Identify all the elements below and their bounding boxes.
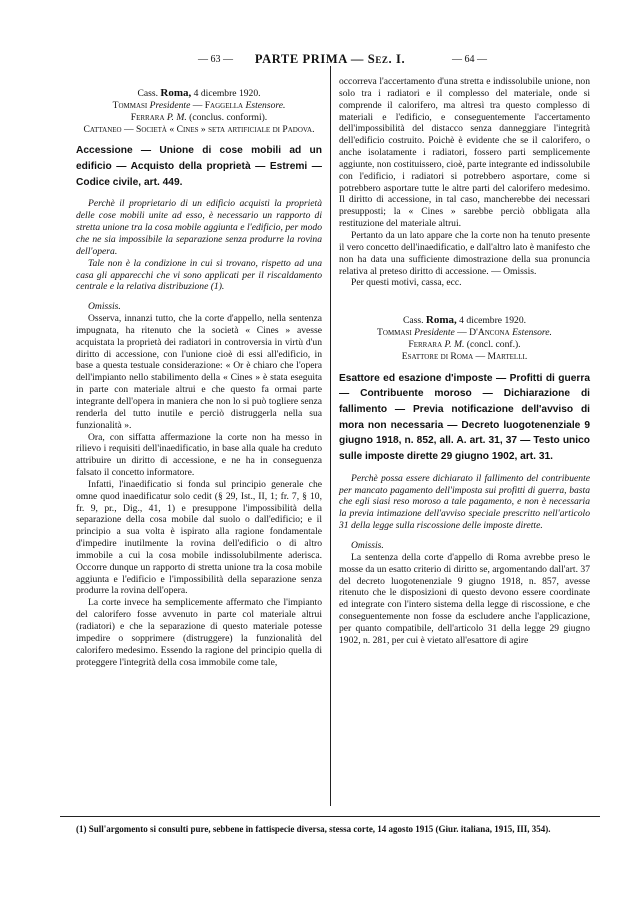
case-1-paragraph: Infatti, l'inaedificatio si fonda sul principio generale che omne quod inaedificatur solo cedit (§ 29, Ist., II, 1; fr. 7, § 10, fr. 9, pr., Dig., 41, 1) e presuppone l'impossibilità della separazione della cosa mobile dal suolo o dall'edificio; e il principio a sua volta è ispirato alla ragione fondamentale d'impedire inutilmente la rovina dell'edificio o di altro immobile a cui la cosa mobile indissolubilmente aderisca. Occorre dunque un rapporto di stretta unione tra la cosa mobile aggiunta e l'edificio e l'impossibilità della separazione senza produrre la rovina dell'opera. [76,478,322,597]
case-1-paragraph-continued: occorreva l'accertamento d'una stretta e indissolubile unione, non solo tra i radiatori e il complesso del materiale, onde si comprende il calorifero, ma altresì tra questo complesso di materiali e l'edificio, e conseguentemente l'accertamento dell'impossibilità del distacco senza danneggiare l'integrità dell'edificio costruito. Poichè è evidente che se il calorifero, o anche isolatamente i radiatori, fossero parti semplicemente aggiunte, non costituissero, cioè, parte integrante ed indissolubile con l'edificio, i radiatori si potrebbero asportare, come si potrebbero asportare tutte le altre parti del calorifero medesimo. Il diritto di accessione, in tal caso, mancherebbe dei necessari presupposti; la « Cines » sarebbe perciò obbligata alla restituzione del materiale altrui. [339,76,590,230]
case-2-court: Cass. [402,315,424,327]
case-1-subject: Accessione — Unione di cose mobili ad un edificio — Acquisto della proprietà — Estremi — Codice civile, art. 449. [76,145,322,188]
case-1-pm-role: P. M. [166,111,187,123]
case-1-president-name: Tommasi [112,99,148,111]
page-number-left: — 63 — [198,54,233,65]
section-title [60,52,600,67]
case-1-court: Cass. [137,88,158,99]
case-1-pm-name: Ferrara [130,111,165,123]
case-2-pm-conclusions: (concl. conf.). [466,338,521,350]
case-2-judges: Tommasi Presidente — D'Ancona Estensore. [377,327,552,339]
case-1-paragraph: Ora, con siffatta affermazione la corte non ha messo in rilievo i requisiti dell'inaedificatio, in base alla quale ha creduto attribuire un diritto di accessione, e ne ha in conseguenza falsato il concetto informatore. [76,431,322,479]
case-2-parties: Esattore di Roma — Martelli. [401,350,528,362]
case-1-paragraph-continued: Per questi motivi, cassa, ecc. [351,277,462,289]
case-1-judges [76,100,322,112]
case-1-pm-conclusions: (conclus. conformi). [189,111,268,123]
case-1-court-date [76,88,322,100]
case-2-subject: Esattore ed esazione d'imposte — Profitti di guerra — Contribuente moroso — Dichiarazione di fallimento — Previa notificazione dell'avviso di mora non necessaria — Decreto luogotenenziale 9 giugno 1918, n. 852, all. A. art. 31, 37 — Testo unico sulle imposte dirette 29 giugno 1902, art. 31. [339,372,590,463]
case-2-paragraph: La sentenza della corte d'appello di Roma avrebbe preso le mosse da un esatto criterio di diritto se, argomentando dall'art. 37 del decreto luogotenenziale 9 giugno 1918, n. 857, avesse ritenuto che le disposizioni di questo devono essere coordinate ed integrate con l'intero sistema della legge di riscossione, e che conseguentemente non fosse da escludere anche l'applicazione, per quanto compatibile, dell'articolo 31 della legge 29 giugno 1902, n. 281, per cui è vietato all'esattore di agire [339,551,590,646]
case-1-header [76,88,322,135]
column-divider [330,66,331,806]
case-1-body-continued [339,76,590,289]
case-2-omissis: Omissis. [351,540,384,551]
case-2-massima: Perchè possa essere dichiarato il fallimento del contribuente per mancato pagamento dell'imposta sui profitti di guerra, basta che egli siasi reso moroso a tale pagamento, e non è necessaria la previa intimazione dell'avviso speciale prescritto nell'articolo 31 della legge sulla riscossione delle imposte dirette. [339,472,590,532]
case-2-rapporteur-role: Estensore. [512,327,552,339]
case-1-massima-2: Tale non è la condizione in cui si trovano, rispetto ad una casa gli apparecchi che vi sono applicati per il riscaldamento centrale e la relativa distribuzione (1). [76,257,322,293]
case-1-president-role: Presidente [149,99,191,111]
case-2-court-date [339,315,590,327]
footnote-rule [60,816,600,817]
case-1-parties: Cattaneo — Società « Cines » seta artificiale di Padova. [83,123,315,135]
section-title-separator: — [347,52,368,66]
case-1-dash: — [190,99,205,111]
case-1-date: 4 dicembre 1920. [193,88,261,99]
footnote: (1) Sull'argomento si consulti pure, sebbene in fattispecie diversa, stessa corte, 14 agosto 1915 (Giur. italiana, 1915, III, 354). [76,824,551,834]
case-1-massima-1: Perchè il proprietario di un edificio acquisti la proprietà delle cose mobili unite ad esso, è necessario un rapporto di stretta unione tra la cosa mobile aggiunta e l'edificio, per modo che ne sia impossibile la separazione senza produrre la rovina dell'opera. [76,198,322,257]
case-2-date: 4 dicembre 1920. [459,315,527,327]
case-1-rapporteur-role: Estensore. [245,99,286,111]
right-column [339,76,590,647]
section-title-main: PARTE PRIMA [254,52,348,66]
case-1-public-prosecutor [76,112,322,124]
case-2-header [339,315,590,362]
case-1-paragraph-continued: Pertanto da un lato appare che la corte non ha tenuto presente il vero concetto dell'inaedificatio, e dall'altro lato è manifesto che non ha data una sufficiente dimostrazione della sua pronuncia relativa al preteso diritto di accessione. — Omissis. [339,229,590,277]
case-2-body [339,552,590,647]
case-1-city: Roma, [160,87,192,99]
case-2-president-role: Presidente [414,327,455,339]
left-column [76,76,322,668]
case-2-pm-role: P. M. [444,338,465,350]
case-2-pm-name: Ferrara [408,338,443,350]
section-title-sez: Sez. I. [367,52,406,66]
case-1-omissis: Omissis. [88,301,121,313]
case-1-paragraph: Osserva, innanzi tutto, che la corte d'appello, nella sentenza impugnata, ha ritenuto che la società « Cines » avesse acquistata la proprietà dei radiatori in controversia in virtù d'un diritto di accessione, con l'unione cioè di essi all'edificio, in base a questa testuale considerazione: « Or è chiaro che l'opera dell'impianto nello stabilimento della « Cines » è stata eseguita in parte con materiale altrui e che questo fa ormai parte integrante dell'opera in maniera che non lo si può togliere senza renderla del tutto inutile e perciò distruggerla nella sua funzionalità ». [76,313,322,431]
case-2-city: Roma, [425,314,457,327]
case-2-public-prosecutor [339,339,590,351]
case-2-rapporteur-name: D'Ancona [469,327,510,339]
case-2-president-name: Tommasi [377,327,412,339]
case-1-rapporteur-name: Faggella [204,99,244,111]
case-1-body [76,313,322,668]
case-1-paragraph: La corte invece ha semplicemente affermato che l'impianto del calorifero fosse avvenuto in parte col materiale altrui (radiatori) e che la separazione di questo materiale potesse impedire o sopprimere (distruggere) la funzionalità del calorifero medesimo. Essendo la ragione del principio quella di proteggere l'integrità della cosa immobile come tale, [76,597,322,668]
page-number-right: — 64 — [452,54,487,65]
